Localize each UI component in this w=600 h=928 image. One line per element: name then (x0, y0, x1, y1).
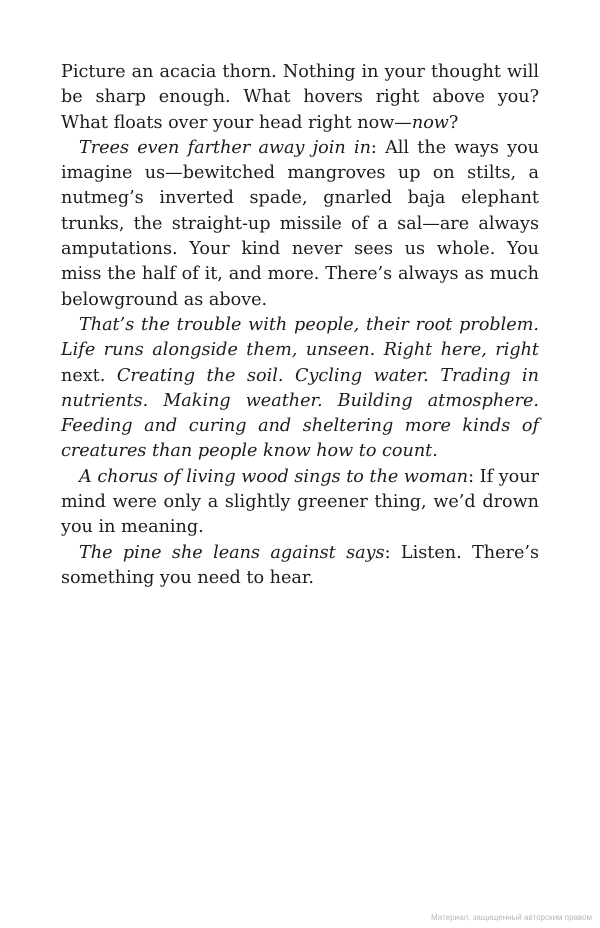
text-run: next (61, 365, 100, 386)
italic-text-run: A chorus of living wood sings to the woman (79, 466, 469, 487)
paragraph (61, 60, 539, 136)
text-run: : Listen. There’s something you need to hear. (61, 542, 539, 588)
text-run: ? (448, 112, 459, 133)
page-text (61, 60, 539, 591)
copyright-watermark: Материал, защищенный авторским правом (431, 913, 592, 922)
text-run: Picture an acacia thorn. Nothing in your thought will be sharp enough. What hovers right above you? What floats over your head right now— (61, 62, 539, 133)
italic-text-run: now (411, 112, 449, 133)
italic-text-run: Trees even farther away join in (79, 137, 371, 158)
text-run: : All the ways you imagine us—bewitched mangroves up on stilts, a nutmeg’s inverted spade, gnarled baja elephant trunks, the straight-up missile of a sal—are always amputations. Your kind never sees us whole. You miss the half of it, and more. There’s always as much belowground as above. (61, 137, 539, 310)
text-run: : If your mind were only a slightly greener thing, we’d drown you in meaning. (61, 466, 539, 538)
italic-text-run: . Creating the soil. Cycling water. Trading in nutrients. Making weather. Building atmosphere. Feeding and curing and sheltering more kinds of creatures than people know how to count. (61, 365, 539, 462)
paragraph (61, 541, 539, 592)
italic-text-run: The pine she leans against says (79, 542, 385, 563)
paragraph (61, 465, 539, 541)
paragraph (61, 136, 539, 313)
paragraph (61, 313, 539, 465)
italic-text-run: That’s the trouble with people, their root problem. Life runs alongside them, unseen. Right here, right (61, 314, 539, 361)
